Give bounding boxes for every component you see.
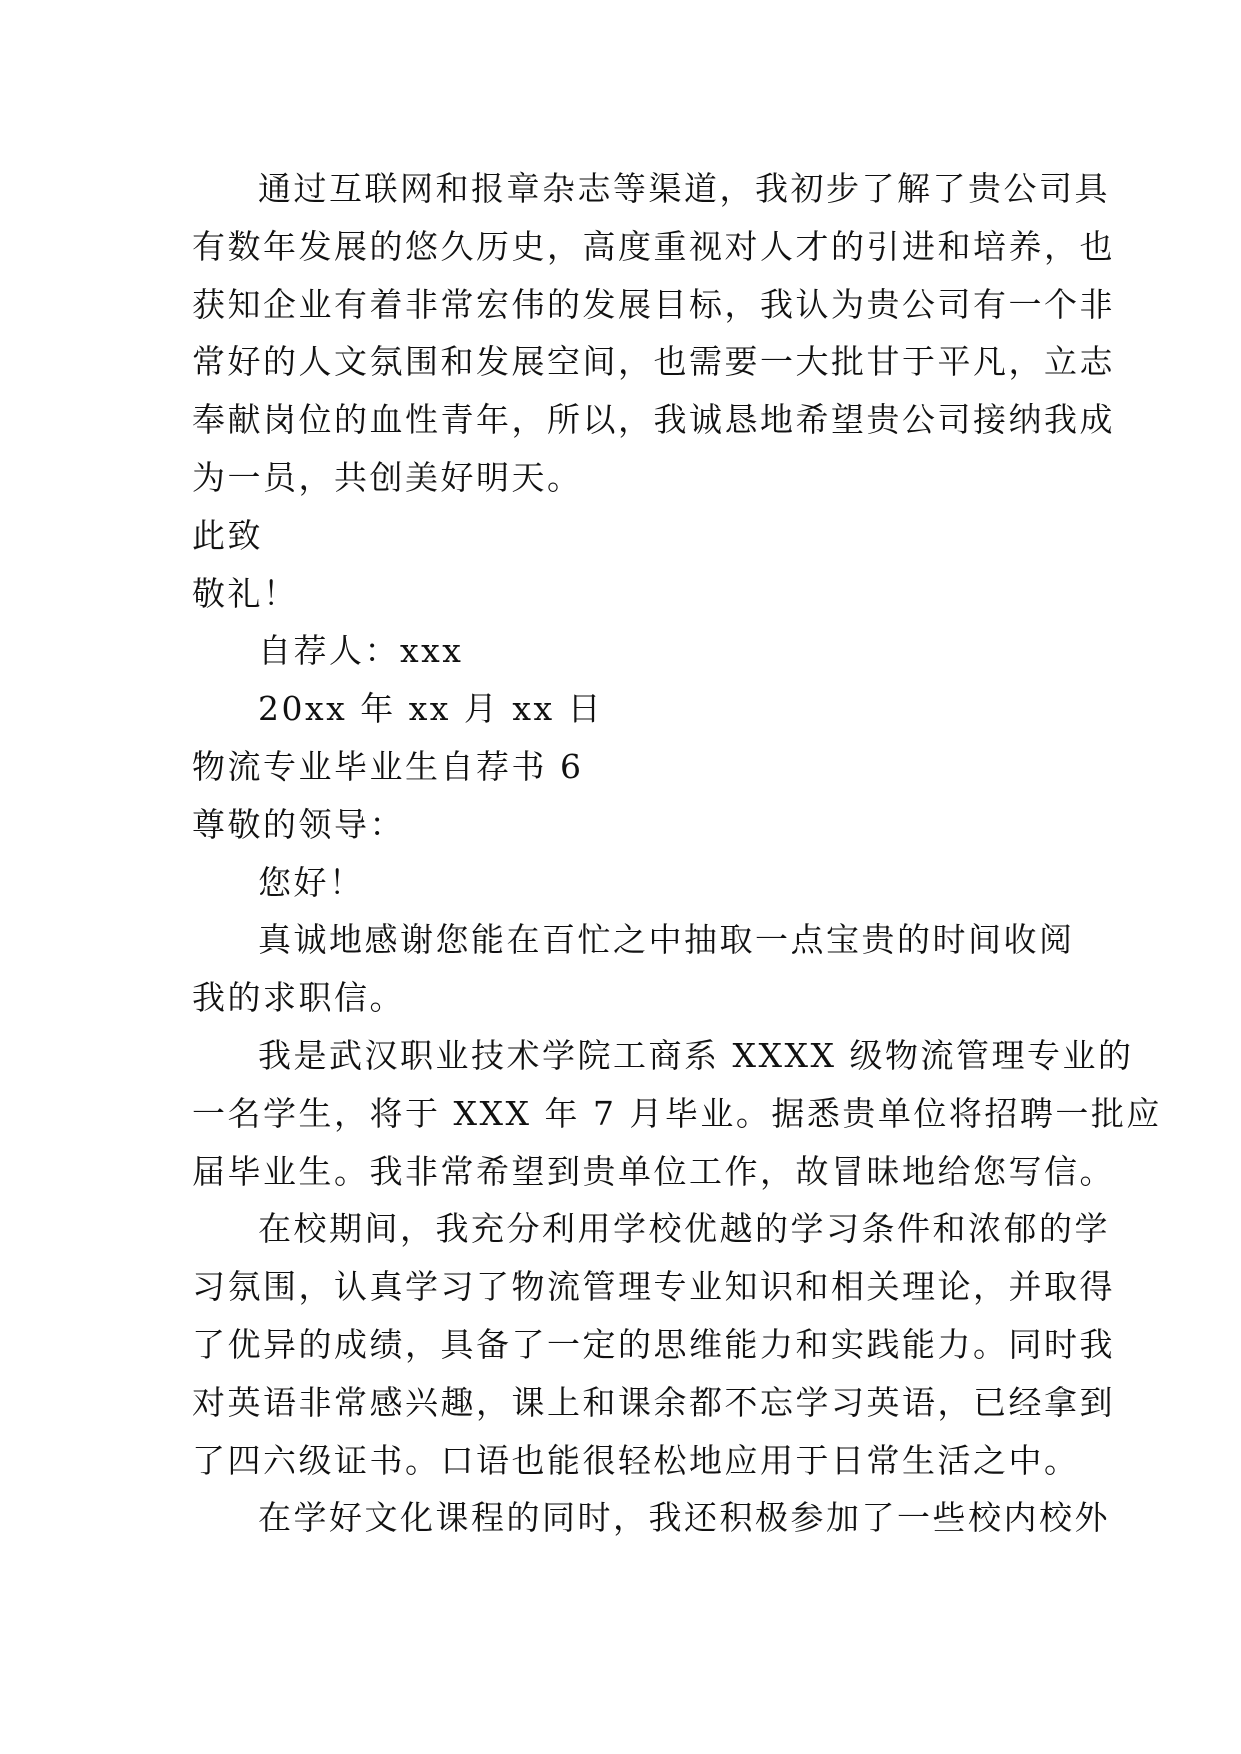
text-line: 物流专业毕业生自荐书 6 <box>192 746 584 786</box>
text-line: 届毕业生。我非常希望到贵单位工作，故冒昧地给您写信。 <box>192 1151 1115 1191</box>
text-line: 一名学生，将于 XXX 年 7 月毕业。据悉贵单位将招聘一批应 <box>192 1093 1162 1133</box>
text-line: 对英语非常感兴趣，课上和课余都不忘学习英语，已经拿到 <box>192 1382 1115 1422</box>
text-line: 我是武汉职业技术学院工商系 XXXX 级物流管理专业的 <box>258 1035 1134 1075</box>
text-line: 在学好文化课程的同时，我还积极参加了一些校内校外 <box>258 1498 1110 1538</box>
text-line: 了四六级证书。口语也能很轻松地应用于日常生活之中。 <box>192 1440 1080 1480</box>
text-line: 奉献岗位的血性青年，所以，我诚恳地希望贵公司接纳我成 <box>192 400 1115 440</box>
text-line: 您好！ <box>258 862 365 902</box>
text-line: 我的求职信。 <box>192 978 405 1018</box>
text-line: 有数年发展的悠久历史，高度重视对人才的引进和培养，也 <box>192 226 1115 266</box>
text-line: 在校期间，我充分利用学校优越的学习条件和浓郁的学 <box>258 1209 1110 1249</box>
text-line: 20xx 年 xx 月 xx 日 <box>258 689 604 729</box>
text-line: 为一员，共创美好明天。 <box>192 457 583 497</box>
text-line: 获知企业有着非常宏伟的发展目标，我认为贵公司有一个非 <box>192 284 1115 324</box>
text-line: 通过互联网和报章杂志等渠道，我初步了解了贵公司具 <box>258 169 1110 208</box>
text-line: 习氛围，认真学习了物流管理专业知识和相关理论，并取得 <box>192 1267 1115 1307</box>
text-line: 敬礼！ <box>192 573 299 613</box>
text-line: 尊敬的领导： <box>192 804 405 844</box>
text-line: 了优异的成绩，具备了一定的思维能力和实践能力。同时我 <box>192 1324 1115 1364</box>
letter-body <box>192 160 1162 1547</box>
text-line: 此致 <box>192 515 263 555</box>
text-line: 真诚地感谢您能在百忙之中抽取一点宝贵的时间收阅 <box>258 920 1075 960</box>
text-line: 常好的人文氛围和发展空间，也需要一大批甘于平凡，立志 <box>192 342 1115 382</box>
text-line: 自荐人：xxx <box>258 631 464 671</box>
